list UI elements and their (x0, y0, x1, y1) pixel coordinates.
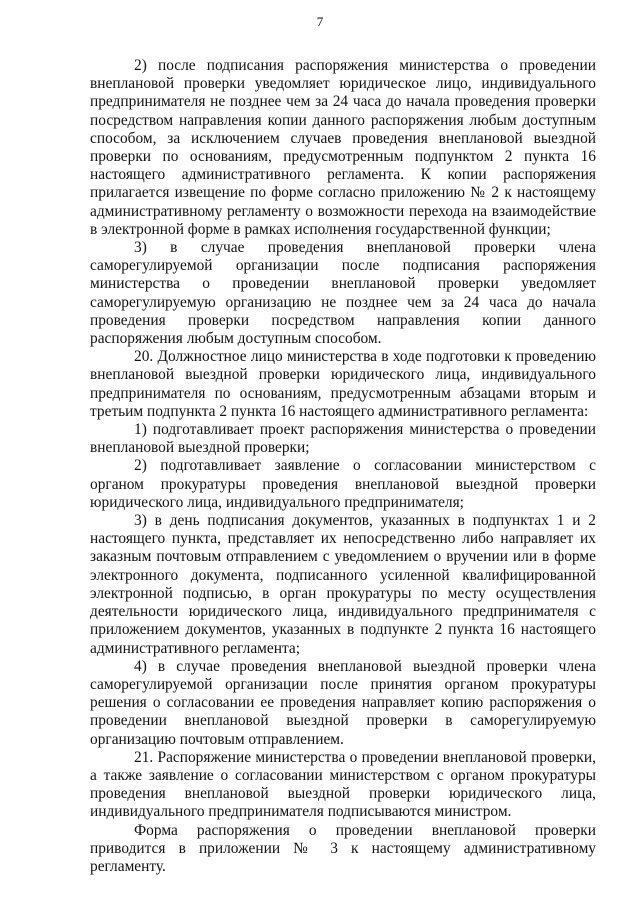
paragraph-clause-20-item-4: 4) в случае проведения внеплановой выездной проверки члена саморегулируемой организации после принятия органом прокуратуры решения о согласовании ее проведения направляет копию распоряжения о проведении внеплановой выездной проверки в саморегулируемую организацию почтовым отправлением. (90, 657, 596, 748)
paragraph-clause-20-item-3: 3) в день подписания документов, указанных в подпунктах 1 и 2 настоящего пункта, представляет их непосредственно либо направляет их заказным почтовым отправлением с уведомлением о вручении или в форме электронного документа, подписанного усиленной квалифицированной электронной подписью, в орган прокуратуры по месту осуществления деятельности юридического лица, индивидуального предпринимателя с приложением документов, указанных в подпункте 2 пункта 16 настоящего административного регламента; (90, 512, 596, 657)
paragraph-clause-21: 21. Распоряжение министерства о проведении внеплановой проверки, а также заявление о согласовании министерством с органом прокуратуры проведения внеплановой выездной проверки юридического лица, индивидуального предпринимателя подписываются министром. (90, 748, 596, 821)
page-number: 7 (316, 14, 324, 29)
paragraph-clause-20: 20. Должностное лицо министерства в ходе подготовки к проведению внеплановой выездной проверки юридического лица, индивидуального предпринимателя по основаниям, предусмотренным абзацами вторым и третьим подпункта 2 пункта 16 настоящего административного регламента: (90, 348, 596, 420)
document-body (90, 57, 596, 876)
paragraph-item-3-sro-notification: 3) в случае проведения внеплановой проверки члена саморегулируемой организации после подписания распоряжения министерства о проведении внеплановой проверки уведомляет саморегулируемую организацию не позднее чем за 24 часа до начала проведения проверки посредством направления копии данного распоряжения любым доступным способом. (90, 239, 596, 348)
paragraph-clause-20-item-2: 2) подготавливает заявление о согласовании министерством с органом прокуратуры проведения внеплановой выездной проверки юридического лица, индивидуального предпринимателя; (90, 457, 596, 511)
paragraph-clause-20-item-1: 1) подготавливает проект распоряжения министерства о проведении внеплановой выездной проверки; (90, 421, 596, 457)
paragraph-form-reference: Форма распоряжения о проведении внеплановой проверки приводится в приложении № 3 к настоящему административному регламенту. (90, 821, 596, 875)
paragraph-item-2-notification: 2) после подписания распоряжения министерства о проведении внеплановой проверки уведомляет юридическое лицо, индивидуального предпринимателя не позднее чем за 24 часа до начала проведения проверки посредством направления копии данного распоряжения любым доступным способом, за исключением случаев проведения внеплановой выездной проверки по основаниям, предусмотренным подпунктом 2 пункта 16 настоящего административного регламента. К копии распоряжения прилагается извещение по форме согласно приложению № 2 к настоящему административному регламенту о возможности перехода на взаимодействие в электронной форме в рамках исполнения государственной функции; (90, 57, 596, 238)
